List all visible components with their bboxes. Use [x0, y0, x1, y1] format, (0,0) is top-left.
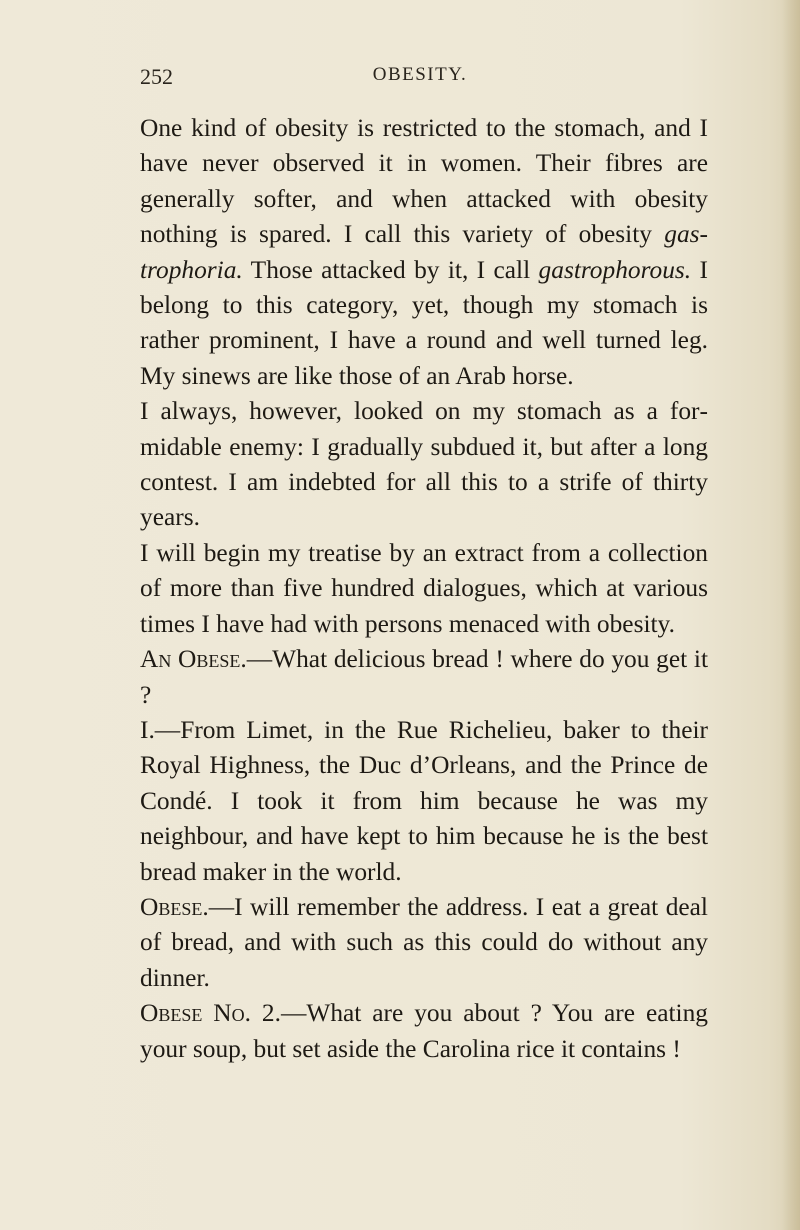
paragraph-3: I will begin my treatise by an extract from a collection of more than five hundred dialogues, which at various times I have had with persons menaced with obesity. — [140, 538, 708, 638]
term-gastrophorous: gastrophorous. — [538, 255, 692, 284]
paragraph-2: I always, however, looked on my stomach as a formidable enemy: I gradually subdued it, but after a long contest. I am indebted for all this to a strife of thirty years. — [140, 397, 708, 532]
dialogue-text-4: —What delicious bread ! where do you get it ? — [140, 645, 709, 709]
dialogue-text-6: —I will remember the address. I eat a great deal of bread, and with such as this could do without any dinner. — [140, 892, 708, 992]
page-header — [140, 64, 700, 94]
running-head: OBESITY. — [372, 64, 468, 85]
paragraph-5: I.—From Limet, in the Rue Richelieu, baker to their Royal Highness, the Duc d’Orleans, and the Prince de Condé. I took it from him because he was my neighbour, and have kept to him because he is the best bread maker in the world. — [140, 715, 708, 886]
speaker-obese: Obese. — [140, 892, 209, 921]
term-gastrophoria: gastrophoria. — [140, 220, 708, 284]
dialogue-text-7: —What are you about ? You are eating your soup, but set aside the Carolina rice it contains ! — [140, 999, 709, 1063]
page-number: 252 — [140, 64, 173, 89]
paragraph-1-text-b: Those attacked by it, I call — [242, 255, 539, 284]
page-body — [140, 111, 708, 1067]
page-edge-shadow — [782, 0, 800, 1230]
paragraph-1-text-a: One kind of obesity is restricted to the stomach, and I have never observed it in women. Their fibres are generally softer, and when attacked with obesity nothing is spared. I call this variety of obesity — [140, 114, 708, 249]
speaker-an-obese: An Obese. — [140, 645, 247, 674]
paragraph-4 — [140, 642, 708, 713]
paragraph-1 — [140, 111, 708, 394]
paragraph-7 — [140, 996, 708, 1067]
paragraph-1-text-c: I belong to this category, yet, though my stomach is rather prominent, I have a round and well turned leg. My sinews are like those of an Arab horse. — [140, 255, 708, 390]
paragraph-6 — [140, 890, 708, 996]
speaker-obese-no-2: Obese No. 2. — [140, 999, 281, 1028]
